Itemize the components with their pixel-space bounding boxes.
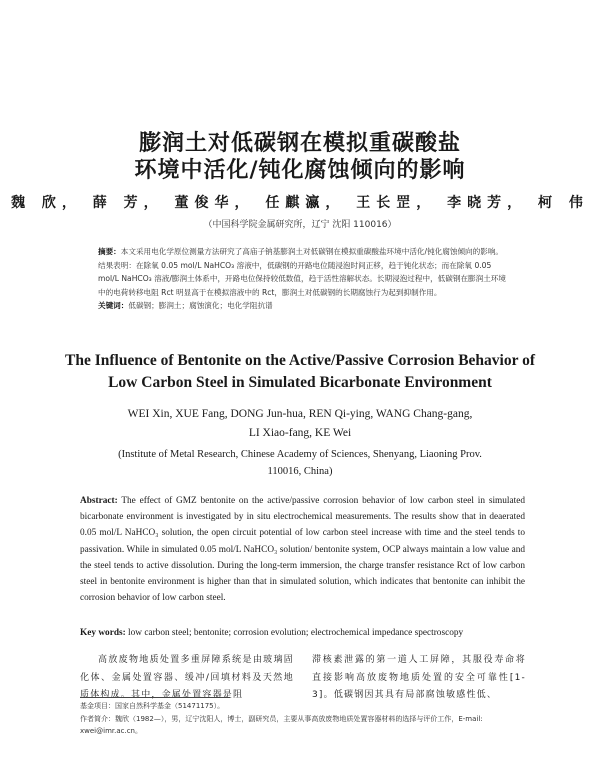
en-authors-line2: LI Xiao-fang, KE Wei (248, 427, 352, 439)
en-abstract-text: The effect of GMZ bentonite on the active/passive corrosion behavior of low carbon steel in simulated bicarbonate environment is investigated by in situ electrochemical measurements. The results show that in deaerated 0.05 mol/L NaHCO₃ solution, the open circuit potential of low carbon steel increase with time and the steel tends to passivation. While in simulated 0.05 mol/L NaHCO₃ solution/ bentonite system, OCP always maintain a low value and the steel tends to active dissolution. During the long-term immersion, the charge transfer resistance Rct of low carbon steel in bentonite environment is higher than that in simulated solution, which indicates that bentonite can inhibit the corrosion behavior of low carbon steel. (80, 496, 525, 604)
cn-title-line2: 环境中活化/钝化腐蚀倾向的影响 (134, 158, 466, 183)
en-authors-line1: WEI Xin, XUE Fang, DONG Jun-hua, REN Qi-ying, WANG Chang-gang, (127, 408, 473, 420)
cn-keywords-label: 关键词： (98, 301, 129, 311)
en-keywords (80, 628, 525, 638)
en-keywords-text: low carbon steel; bentonite; corrosion evolution; electrochemical impedance spectroscopy (128, 628, 464, 638)
en-affiliation-line2: 110016, China) (267, 466, 333, 477)
en-title-line2: Low Carbon Steel in Simulated Bicarbonate Environment (108, 374, 492, 391)
en-title-line1: The Influence of Bentonite on the Active/Passive Corrosion Behavior of (64, 352, 535, 369)
cn-abstract-label: 摘要： (98, 247, 121, 256)
cn-authors: 魏 欣， 薛 芳， 董俊华， 任麒瀛， 王长罡， 李晓芳， 柯 伟 (11, 195, 589, 211)
body-column-left: 高放废物地质处置多重屏障系统是由玻璃固化体、金属处置容器、缓冲/回填材料及天然地质体构成。其中，金属处置容器是阻 (80, 655, 294, 700)
en-keywords-label: Key words: (80, 628, 126, 638)
en-abstract-label: Abstract: (80, 496, 118, 506)
en-abstract (80, 493, 525, 606)
cn-keywords-text: 低碳钢；膨润土；腐蚀演化；电化学阻抗谱 (128, 301, 273, 311)
cn-title-line1: 膨润土对低碳钢在模拟重碳酸盐 (138, 131, 461, 156)
body-column-right: 滞核素泄露的第一道人工屏障，其服役寿命将直接影响高放废物地质处置的安全可靠性[1-3]。低碳钢因其具有局部腐蚀敏感性低、 (312, 655, 526, 700)
cn-abstract (98, 245, 508, 313)
footnote-author: 作者简介：魏欣（1982—），男，辽宁沈阳人，博士，副研究员，主要从事高放废物地质处置容器材料的选择与评价工作，E-mail: xwei@imr.ac.cn。 (80, 715, 483, 735)
en-affiliation-line1: (Institute of Metal Research, Chinese Academy of Sciences, Shenyang, Liaoning Prov. (118, 449, 482, 460)
cn-affiliation: （中国科学院金属研究所，辽宁 沈阳 110016） (203, 220, 397, 230)
footnote-fund: 基金项目：国家自然科学基金（51471175）。 (80, 702, 225, 710)
cn-abstract-text: 本文采用电化学原位测量方法研究了高庙子钠基膨润土对低碳钢在模拟重碳酸盐环境中活化/钝化腐蚀倾向的影响。结果表明：在除氧 0.05 mol/L NaHCO₃ 溶液中，低碳钢的开路电位随浸泡时间正移，趋于钝化状态；而在除氧 0.05 mol/L NaHCO₃ 溶液/膨润土体系中，开路电位保持较低数值，趋于活性溶解状态。长期浸泡过程中，低碳钢在膨润土环境中的电荷转移电阻 Rct 明显高于在模拟溶液中的 Rct，膨润土对低碳钢的长期腐蚀行为起到抑制作用。 (98, 247, 507, 297)
footnote-rule (80, 697, 230, 698)
